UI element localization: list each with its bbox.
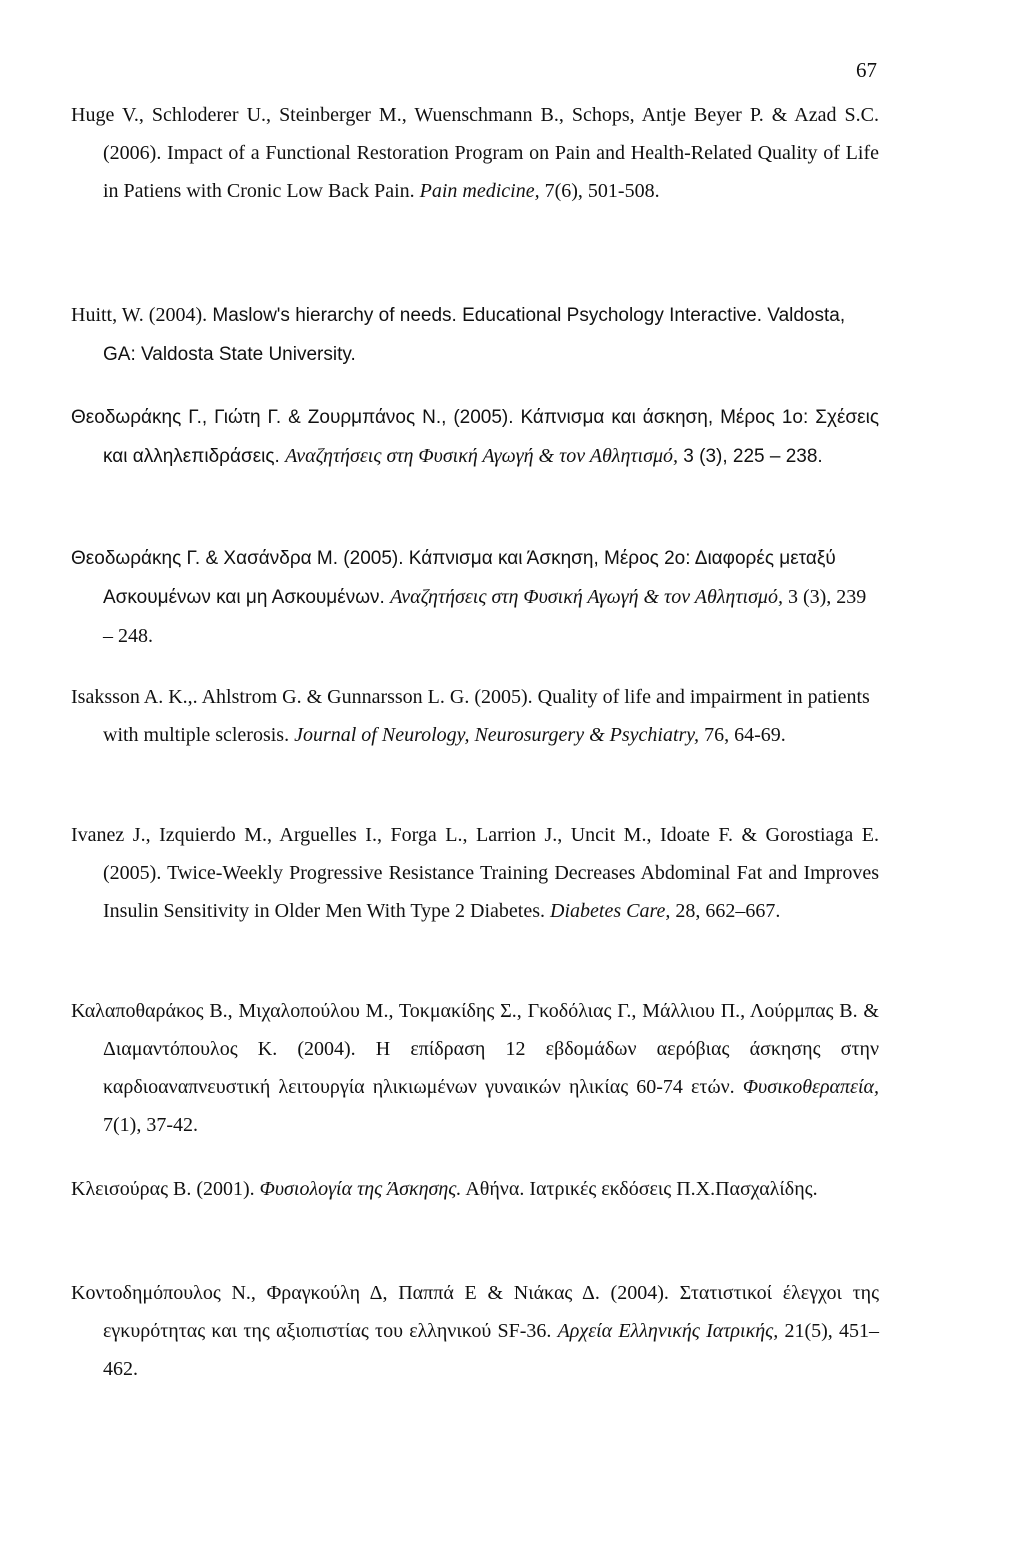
reference-kalapothar-2004 [71, 992, 881, 1144]
reference-ivanez-2005 [71, 816, 881, 930]
reference-volume-pages: 28, 662–667. [670, 900, 781, 922]
reference-kontodimopoulos-2004 [71, 1274, 881, 1388]
reference-authors-title: Θεοδωράκης Γ. & Χασάνδρα Μ. (2005). Κάπνισμα και Άσκηση, Μέρος 2ο: Διαφορές μεταξύ Ασκουμένων και μη Ασκουμένων. [71, 548, 836, 608]
reference-huge-2006 [71, 96, 881, 210]
reference-kleisouras-2001 [71, 1170, 881, 1208]
reference-journal: Journal of Neurology, Neurosurgery & Psychiatry, [294, 724, 700, 746]
reference-book-title: Φυσιολογία της Άσκησης. [259, 1178, 462, 1200]
reference-authors-title: Huge V., Schloderer U., Steinberger M., Wuenschmann B., Schops, Antje Beyer P. & Azad S.C. (2006). Impact of a Functional Restoration Program on Pain and Health-Related Quality of Life in Patiens with Cronic Low Back Pain. [71, 104, 879, 202]
page-number: 67 [856, 58, 877, 82]
reference-huitt-2004 [71, 296, 881, 374]
reference-authors-title: Ivanez J., Izquierdo M., Arguelles I., Forga L., Larrion J., Uncit M., Idoate F. & Gorostiaga E. (2005). Twice-Weekly Progressive Resistance Training Decreases Abdominal Fat and Improves Insulin Sensitivity in Older Men With Type 2 Diabetes. [71, 824, 879, 922]
reference-authors: Κλεισούρας Β. (2001). [71, 1178, 260, 1200]
reference-journal: Pain medicine, [419, 180, 540, 202]
reference-authors-title: Κοντοδημόπουλος Ν., Φραγκούλη Δ, Παππά Ε & Νιάκας Δ. (2004). Στατιστικοί έλεγχοι της εγκυρότητας και της αξιοπιστίας του ελληνικού SF-36. [71, 1282, 879, 1342]
reference-volume-pages: 21(5), 451–462. [103, 1320, 879, 1380]
reference-volume-pages: 3 (3), 225 – 238. [678, 446, 823, 467]
reference-isaksson-2005 [71, 678, 881, 754]
reference-volume-pages: 76, 64-69. [699, 724, 786, 746]
reference-volume-pages: 3 (3), 239 – 248. [103, 586, 867, 647]
reference-volume-pages: 7(1), 37-42. [103, 1114, 198, 1136]
reference-title: Maslow's hierarchy of needs. Educational Psychology Interactive. Valdosta, GA: Valdosta State University. [103, 305, 846, 365]
reference-journal: Αναζητήσεις στη Φυσική Αγωγή & τον Αθλητισμό, [390, 586, 783, 608]
reference-journal: Αρχεία Ελληνικής Ιατρικής, [557, 1320, 779, 1342]
reference-authors: Huitt, W. (2004). [71, 304, 208, 326]
reference-theodorakis-2005b [71, 539, 881, 655]
reference-journal: Φυσικοθεραπεία, [742, 1076, 879, 1098]
reference-authors-title: Καλαποθαράκος Β., Μιχαλοπούλου Μ., Τοκμακίδης Σ., Γκοδόλιας Γ., Μάλλιου Π., Λούρμπας Β. & Διαμαντόπουλος Κ. (2004). Η επίδραση 12 εβδομάδων αερόβιας άσκησης στην καρδιοαναπνευστική λειτουργία ηλικιωμένων γυναικών ηλικίας 60-74 ετών. [71, 1000, 879, 1098]
reference-journal: Αναζητήσεις στη Φυσική Αγωγή & τον Αθλητισμό, [285, 445, 678, 467]
reference-authors-title: Θεοδωράκης Γ., Γιώτη Γ. & Ζουρμπάνος Ν., (2005). Κάπνισμα και άσκηση, Μέρος 1ο: Σχέσεις και αλληλεπιδράσεις. [71, 407, 879, 467]
reference-theodorakis-2005a [71, 398, 881, 476]
reference-journal: Diabetes Care, [550, 900, 671, 922]
reference-publisher: Αθήνα. Ιατρικές εκδόσεις Π.Χ.Πασχαλίδης. [461, 1178, 818, 1200]
reference-volume-pages: 7(6), 501-508. [539, 180, 660, 202]
reference-authors-title: Isaksson A. K.,. Ahlstrom G. & Gunnarsson L. G. (2005). Quality of life and impairment in patients with multiple sclerosis. [71, 686, 870, 746]
